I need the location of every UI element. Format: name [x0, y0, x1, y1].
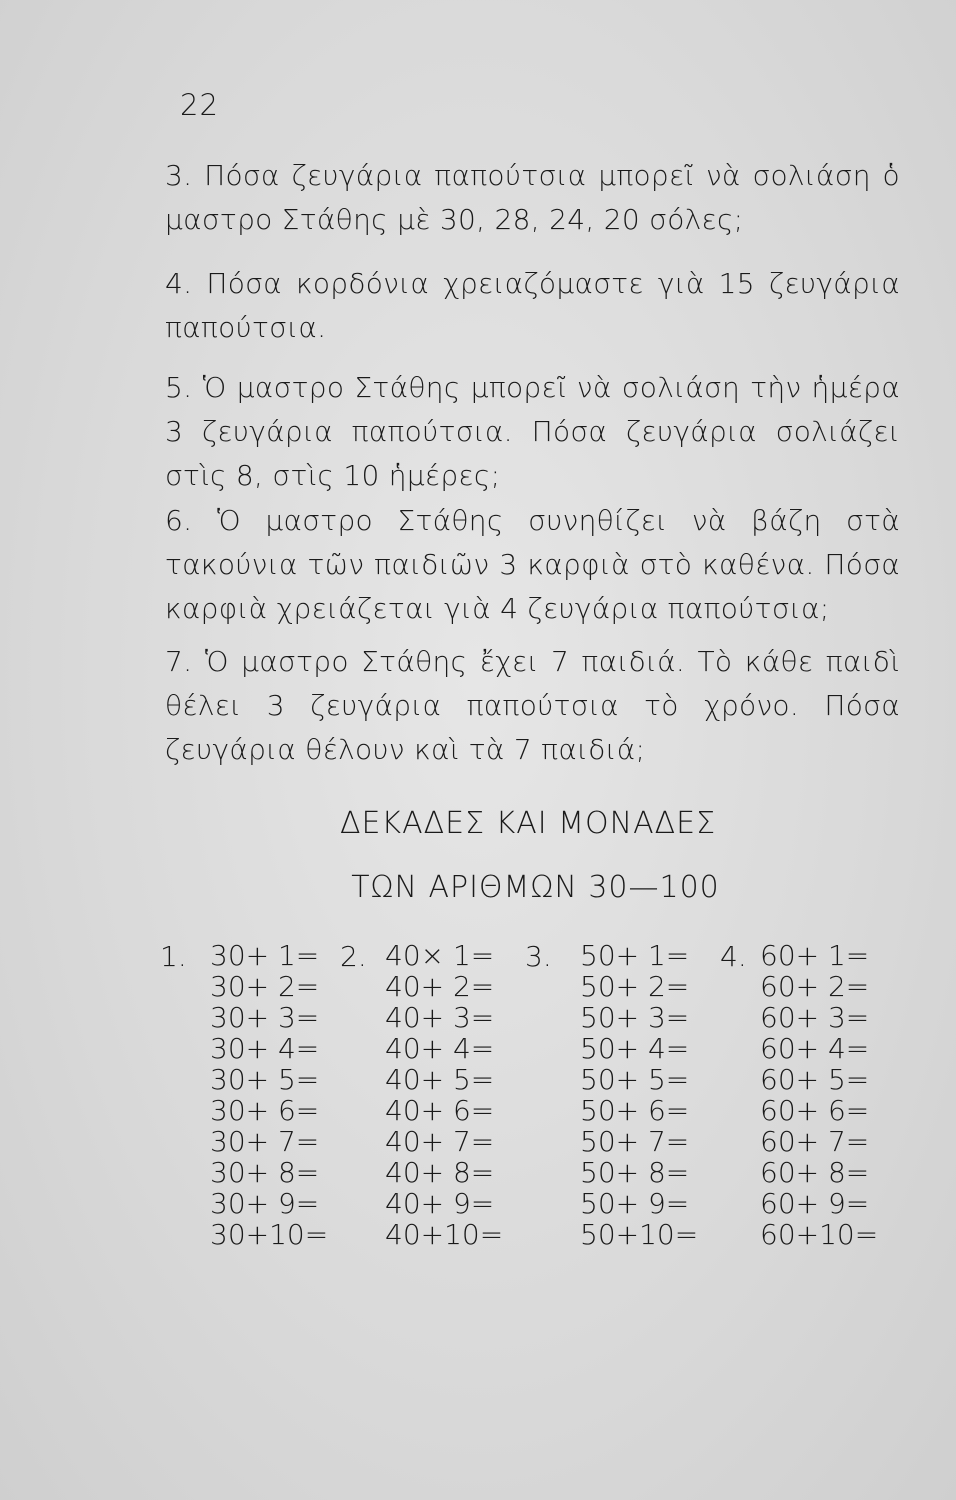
problem-5: 5. Ὁ μαστρο Στάθης μπορεῖ νὰ σολιάση τὴν ἡμέρα 3 ζευγάρια παπούτσια. Πόσα ζευγάρια σολιάζει στὶς 8, στὶς 10 ἡμέρες; [165, 371, 900, 492]
exercise-line: 50+ 2= [580, 970, 690, 1003]
exercise-line: 60+ 3= [760, 1001, 870, 1034]
exercise-line: 40+ 6= [385, 1094, 495, 1127]
exercise-line: 60+ 9= [760, 1187, 870, 1220]
exercise-line: 60+ 6= [760, 1094, 870, 1127]
exercise-line: 40+ 8= [385, 1156, 495, 1189]
exercise-line: 60+10= [760, 1218, 879, 1251]
exercise-line: 40+ 7= [385, 1125, 495, 1158]
exercise-line: 60+ 2= [760, 970, 870, 1003]
exercise-number: 3. [525, 940, 552, 973]
exercise-line: 50+ 5= [580, 1063, 690, 1096]
exercise-line: 30+ 2= [210, 970, 320, 1003]
exercise-line: 30+ 1= [210, 939, 320, 972]
problem-3: 3. Πόσα ζευγάρια παπούτσια μπορεῖ νὰ σολιάση ὁ μαστρο Στάθης μὲ 30, 28, 24, 20 σόλες; [165, 159, 900, 236]
exercise-line: 40+10= [385, 1218, 504, 1251]
exercise-line: 50+ 3= [580, 1001, 690, 1034]
exercise-line: 50+ 6= [580, 1094, 690, 1127]
exercise-number: 2. [340, 940, 367, 973]
problem-4: 4. Πόσα κορδόνια χρειαζόμαστε γιὰ 15 ζευγάρια παπούτσια. [165, 267, 900, 344]
exercise-line: 50+ 1= [580, 939, 690, 972]
exercise-line: 30+ 4= [210, 1032, 320, 1065]
exercise-line: 50+10= [580, 1218, 699, 1251]
exercise-line: 40+ 9= [385, 1187, 495, 1220]
exercise-line: 60+ 4= [760, 1032, 870, 1065]
exercise-line: 30+ 6= [210, 1094, 320, 1127]
exercise-line: 50+ 8= [580, 1156, 690, 1189]
exercise-line: 40+ 4= [385, 1032, 495, 1065]
exercise-line: 60+ 8= [760, 1156, 870, 1189]
exercise-line: 60+ 7= [760, 1125, 870, 1158]
section-subtitle: ΤΩΝ ΑΡΙΘΜΩΝ 30—100 [351, 870, 720, 905]
exercise-line: 50+ 7= [580, 1125, 690, 1158]
exercise-line: 40× 1= [385, 939, 495, 972]
exercise-line: 40+ 3= [385, 1001, 495, 1034]
exercise-lines [385, 940, 503, 1250]
exercise-number: 4. [720, 940, 747, 973]
exercise-line: 30+ 3= [210, 1001, 320, 1034]
exercise-line: 30+ 9= [210, 1187, 320, 1220]
exercise-line: 30+ 8= [210, 1156, 320, 1189]
exercise-line: 30+ 7= [210, 1125, 320, 1158]
exercise-lines [760, 940, 878, 1250]
exercise-line: 60+ 5= [760, 1063, 870, 1096]
exercise-line: 30+10= [210, 1218, 329, 1251]
exercise-line: 60+ 1= [760, 939, 870, 972]
exercise-line: 40+ 2= [385, 970, 495, 1003]
problem-7: 7. Ὁ μαστρο Στάθης ἔχει 7 παιδιά. Τὸ κάθε παιδὶ θέλει 3 ζευγάρια παπούτσια τὸ χρόνο. Πόσα ζευγάρια θέλουν καὶ τὰ 7 παιδιά; [165, 645, 900, 766]
problem-6: 6. Ὁ μαστρο Στάθης συνηθίζει νὰ βάζη στὰ τακούνια τῶν παιδιῶν 3 καρφιὰ στὸ καθένα. Πόσα καρφιὰ χρειάζεται γιὰ 4 ζευγάρια παπούτσια; [165, 504, 900, 625]
exercise-line: 50+ 9= [580, 1187, 690, 1220]
exercise-number: 1. [160, 940, 187, 973]
exercise-lines [210, 940, 328, 1250]
exercise-lines [580, 940, 698, 1250]
exercise-line: 40+ 5= [385, 1063, 495, 1096]
page-number: 22 [180, 88, 219, 122]
exercise-line: 50+ 4= [580, 1032, 690, 1065]
exercise-line: 30+ 5= [210, 1063, 320, 1096]
section-title: ΔΕΚΑΔΕΣ ΚΑΙ ΜΟΝΑΔΕΣ [339, 806, 717, 841]
